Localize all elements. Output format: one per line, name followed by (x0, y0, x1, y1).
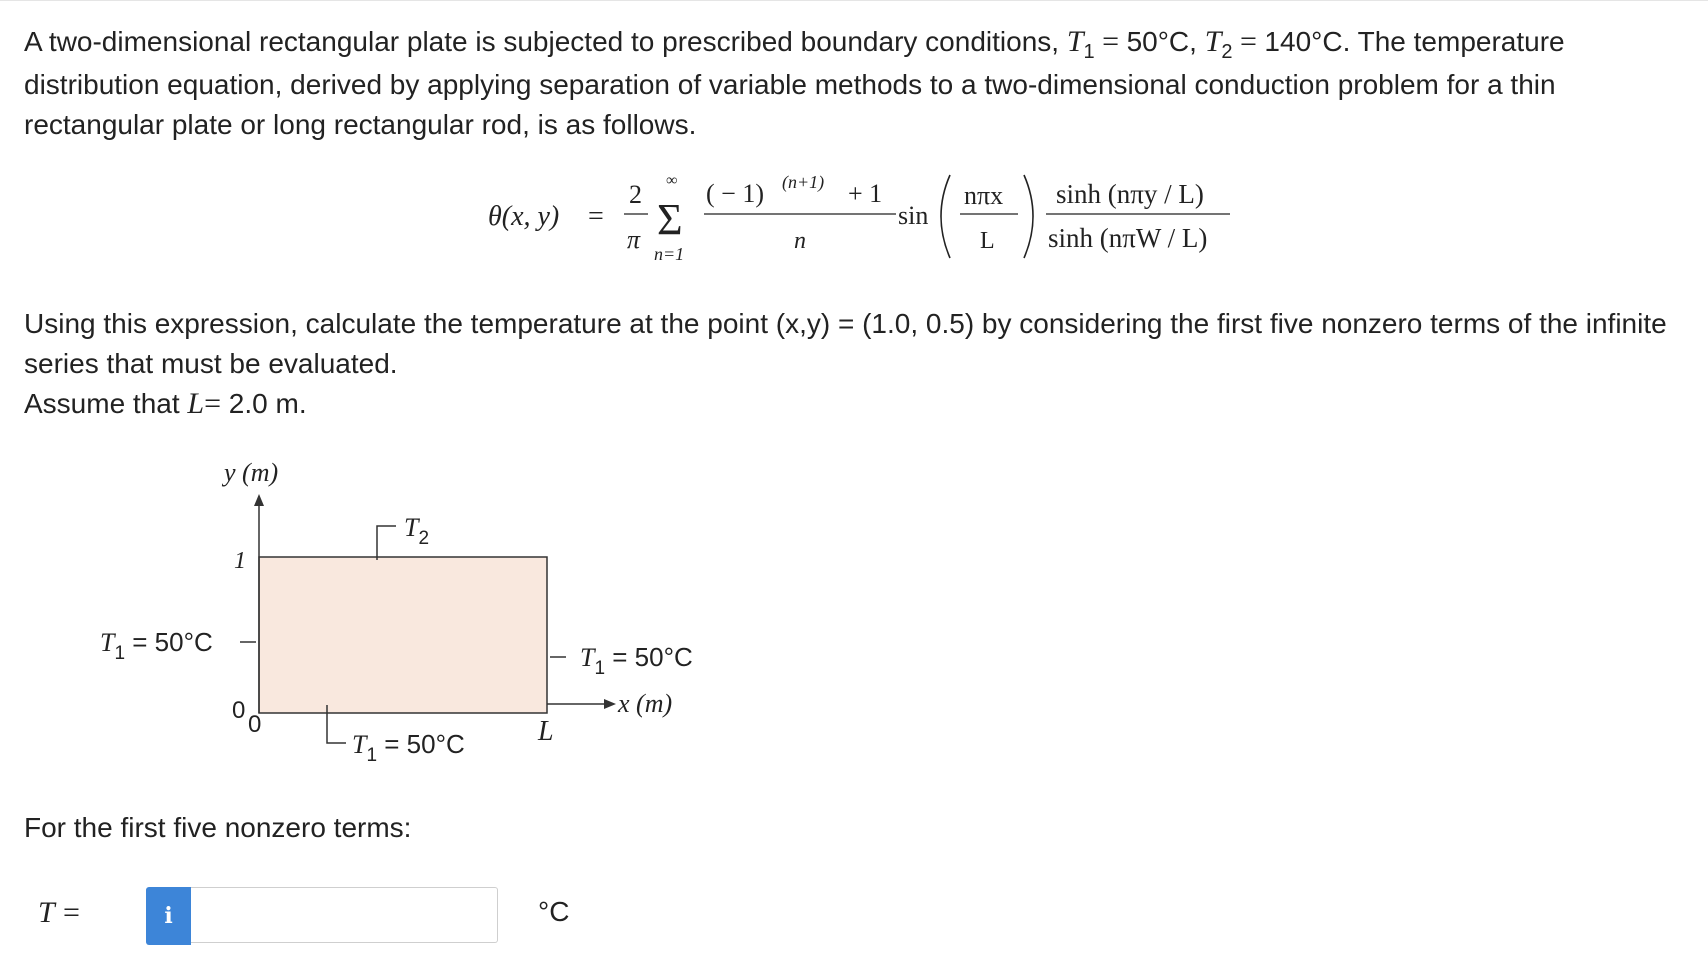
ratio-numerator: sinh (nπy / L) (1056, 179, 1204, 209)
t1-value: 50°C, (1126, 26, 1205, 57)
right-boundary-label: $T_1 = 50^\circ C$ (580, 642, 693, 679)
answer-section-label: For the first five nonzero terms: (24, 812, 412, 843)
origin-y-label: 0 (232, 697, 246, 724)
y-tick-label: 1 (234, 548, 246, 574)
y-axis-label: y (m) (224, 458, 279, 487)
sum-upper-limit: ∞ (666, 172, 678, 189)
assume-value: 2.0 m. (228, 388, 307, 419)
sin-arg-numerator: nπx (964, 181, 1004, 210)
assumption-line (24, 384, 307, 424)
origin-x-label: 0 (248, 711, 262, 738)
formula-lhs: θ(x, y) (488, 201, 560, 232)
sin-label: sin (898, 201, 929, 230)
right-paren (1024, 175, 1033, 258)
answer-equals: = (63, 896, 80, 929)
left-paren (941, 175, 950, 258)
t1-equals: = (1094, 25, 1127, 58)
top-boundary-label: $T_2$ (404, 513, 430, 549)
assume-variable: L (187, 387, 205, 420)
assume-label: Assume that (24, 388, 188, 419)
top-divider (0, 0, 1708, 1)
y-axis-arrowhead (254, 494, 264, 506)
t2-value: 140°C (1264, 26, 1343, 57)
t1-symbol: T (1066, 25, 1084, 58)
answer-variable: T (38, 896, 55, 929)
formula-equals: = (588, 201, 604, 232)
sin-arg-denominator: L (980, 228, 995, 254)
coef-numerator: 2 (629, 180, 642, 209)
intro-text: A two-dimensional rectangular plate is subjected to prescribed boundary conditions, (24, 26, 1067, 57)
top-boundary-leader (377, 526, 396, 560)
assume-equals: = (204, 387, 222, 420)
term-numerator-base: ( − 1) (706, 179, 764, 208)
sum-symbol: Σ (657, 195, 683, 244)
sum-lower-limit: n=1 (654, 244, 685, 264)
answer-var-label (38, 896, 80, 930)
problem-statement (24, 22, 1684, 145)
bottom-boundary-label: $T_1 = 50^\circ C$ (352, 729, 465, 766)
t2-subscript: 2 (1221, 41, 1233, 63)
temperature-answer-input[interactable] (191, 887, 498, 943)
coef-denominator: π (627, 225, 641, 254)
plate-diagram (0, 450, 760, 780)
left-boundary-label: $T_1 = 50^\circ C$ (100, 627, 213, 664)
x-axis-label: x (m) (618, 689, 673, 718)
info-icon[interactable]: i (146, 887, 191, 945)
answer-unit: °C (538, 896, 570, 927)
instruction-text: Using this expression, calculate the temperature at the point (x,y) = (1.0, 0.5) by considering the first five nonzero terms of the infinite series that must be evaluated. (24, 308, 1667, 379)
plate-rectangle (259, 557, 547, 713)
term-denominator: n (794, 228, 806, 254)
ratio-denominator: sinh (nπW / L) (1048, 223, 1208, 253)
temperature-distribution-formula (0, 160, 1708, 280)
intro-rest: . The temperature distribution equation, derived by applying separation of variable methods to a two-dimensional conduction problem for a thin rectangular plate or long rectangular rod, is as follows. (24, 26, 1565, 140)
x-tick-label: L (538, 716, 554, 747)
x-axis-arrowhead (604, 699, 616, 709)
t1-subscript: 1 (1083, 41, 1095, 63)
term-numerator-exponent: (n+1) (782, 172, 825, 192)
t2-equals: = (1232, 25, 1265, 58)
t2-symbol: T (1204, 25, 1222, 58)
term-numerator-tail: + 1 (848, 179, 883, 208)
